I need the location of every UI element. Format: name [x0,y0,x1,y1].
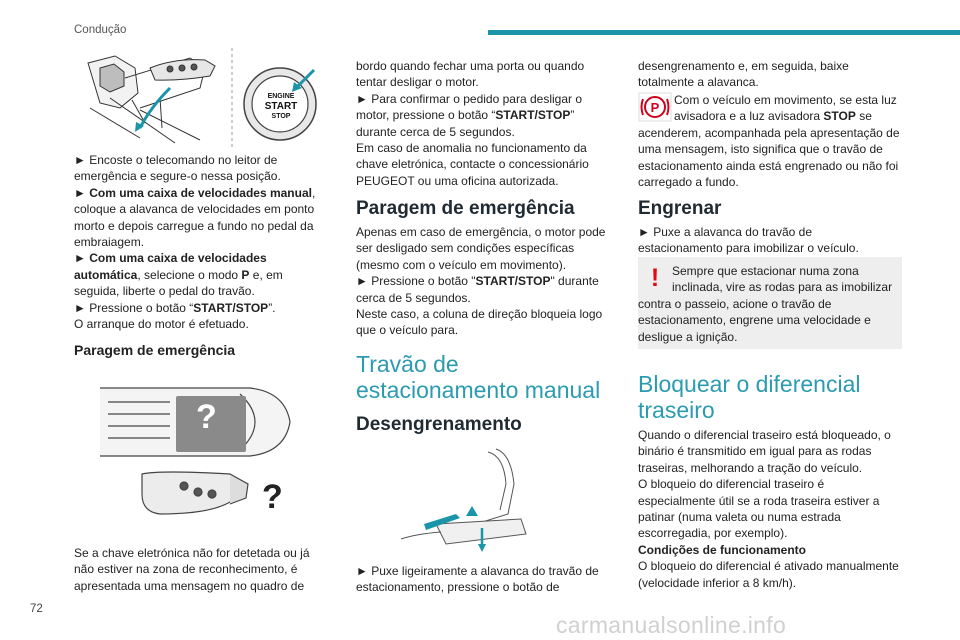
automatic-text-2: e, em seguida, liberte o pedal do travão. [74,267,283,299]
warning-box-content [638,263,894,345]
warning-light-text-2: se acenderem, acompanhada pela apresentação de uma mensagem, isto significa que o travão de estacionamento ainda está engrenado ou não foi carregado a fundo. [638,109,900,190]
press-start-1: ► Pressione o botão “ [74,300,194,315]
heading-emergency-stop-1: Paragem de emergência [74,342,236,358]
column-2-mid-text [356,224,606,339]
instruction-automatic-gearbox [74,250,324,299]
parking-brake-warning-icon [638,92,672,122]
instruction-telecommand: ► Encoste o telecomando no leitor de emergência e segure-o nessa posição. [74,153,281,184]
warning-light-paragraph [638,92,900,190]
header-accent-bar [488,30,960,35]
confirm-shutdown-text [356,91,606,140]
automatic-text-1: , selecione o modo [137,267,242,282]
differential-locked-text: Quando o diferencial traseiro está bloqueado, o binário é transmitido em igual para as rodas traseiras, melhorando a tração do veículo. [638,428,891,475]
column-1-text [74,152,324,332]
start-label: START [264,101,298,112]
column-3-bottom-text [638,427,900,591]
heading-emergency-stop-2: Paragem de emergência [356,198,575,219]
title-manual-parking-brake: Travão de estacionamento manual [356,351,601,403]
warning-text: Sempre que estacionar numa zona inclinada, vire as rodas para as imobilizar contra o passeio, acione o travão de estacionamento, engrene uma velocidade e desligue a ignição. [638,264,893,344]
parking-brake-lever-illustration [396,444,546,554]
press5-text-2: " durante cerca de 5 segundos. [356,274,599,305]
page-number: 72 [30,603,43,615]
engine-started-text: O arranque do motor é efetuado. [74,317,249,332]
confirm-text-2: ” durante cerca de 5 segundos. [356,108,575,139]
heading-disengage: Desengrenamento [356,414,522,435]
press-start-2: ”. [268,300,276,315]
manual-gearbox-text: , coloque a alavanca de velocidades em ponto morto e depois carregue a fundo no pedal da embraiagem. [74,185,316,250]
lower-lever-text: desengrenamento e, em seguida, baixe totalmente a alavanca. [638,59,849,90]
operating-conditions-bold: Condições de funcionamento [638,542,807,557]
emergency-only-text: Apenas em caso de emergência, o motor pode ser desligado sem condições específicas (mesmo com o veículo em movimento). [356,225,606,272]
engine-label: ENGINE [267,93,295,100]
steering-lock-text: Neste caso, a coluna de direção bloqueia logo que o veículo para. [356,307,603,338]
start-stop-bold: START/STOP [193,300,269,315]
svg-text:P: P [650,100,660,115]
key-not-detected-text: Se a chave eletrónica não for detetada ou já não estiver na zona de reconhecimento, é apresentada uma mensagem no quadro de [74,546,310,593]
instruction-press-start [74,300,324,316]
watermark: carmanualsonline.info [556,612,787,638]
stop-label: STOP [271,113,291,120]
dashboard-message-text: bordo quando fechar uma porta ou quando tentar desligar o motor. [356,59,585,90]
anomaly-text: Em caso de anomalia no funcionamento da chave eletrónica, contacte o concessionário PEUGEOT ou uma oficina autorizada. [356,141,589,188]
stop-bold: STOP [823,109,856,124]
column-2-top-text [356,58,606,189]
differential-useful-text: O bloqueio do diferencial traseiro é especialmente útil se a roda traseira estiver a patinar (numa valeta ou numa estrada escorregadia, por exemplo). [638,477,880,541]
warning-light-text-1: Com o veículo em movimento, se esta luz avisadora e a luz avisadora [674,93,897,124]
manual-gearbox-bold: ► Com uma caixa de velocidades manual [74,185,312,200]
mode-p: P [241,267,250,282]
manual-activation-text: O bloqueio do diferencial é ativado manualmente (velocidade inferior a 8 km/h). [638,559,899,590]
question-mark-car: ? [196,398,217,436]
question-mark-key: ? [262,478,283,516]
operating-conditions-heading [638,542,900,558]
instruction-manual-gearbox [74,185,324,251]
confirm-text-1: ► Para confirmar o pedido para desligar o motor, pressione o botão “ [356,91,582,123]
warning-box [638,257,902,349]
pull-lever-text: ► Puxe ligeiramente a alavanca do travão de estacionamento, pressione o botão de [356,564,599,595]
title-rear-differential-lock: Bloquear o diferencial traseiro [638,371,861,423]
start-stop-bold-3: START/STOP [475,274,551,289]
heading-engage: Engrenar [638,198,722,219]
warning-exclamation-icon: ! [650,264,660,292]
start-stop-bold-2: START/STOP [495,108,571,123]
engage-instruction-text: ► Puxe a alavanca do travão de estacionamento para imobilizar o veículo. [638,225,859,256]
automatic-gearbox-bold: ► Com uma caixa de velocidades automática [74,251,267,282]
section-title: Condução [74,24,127,36]
engine-button-label [256,92,306,121]
press-5-seconds-text [356,273,606,306]
press5-text-1: ► Pressione o botão " [356,274,476,289]
